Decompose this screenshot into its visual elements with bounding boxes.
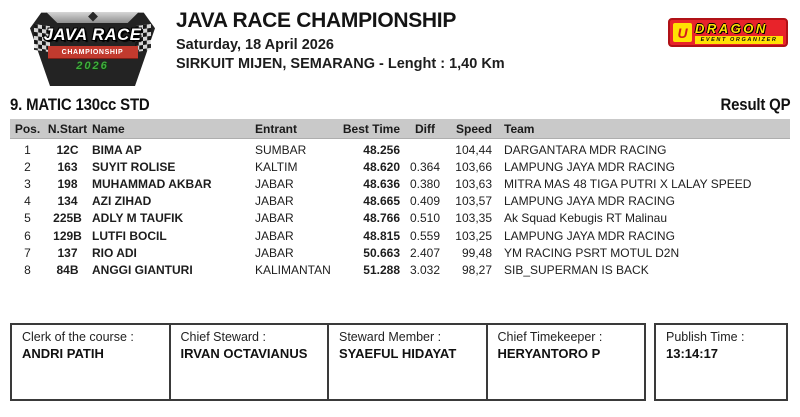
cell-best-time: 48.665 xyxy=(363,194,400,209)
cell-best-time: 50.663 xyxy=(363,245,400,260)
cell-speed: 103,57 xyxy=(455,194,492,209)
cell-diff: 3.032 xyxy=(409,262,441,277)
cell-best-time: 48.815 xyxy=(363,228,400,243)
cell-entrant: KALTIM xyxy=(255,159,298,174)
table-body xyxy=(10,139,790,279)
cell-team: YM RACING PSRT MOTUL D2N xyxy=(504,245,680,260)
cell-team: MITRA MAS 48 TIGA PUTRI X LALAY SPEED xyxy=(504,176,752,191)
logo-year: 2026 xyxy=(76,60,109,72)
java-race-championship-logo xyxy=(30,3,155,86)
cell-nstart: 137 xyxy=(57,245,78,260)
cell-name: MUHAMMAD AKBAR xyxy=(92,176,212,191)
result-type-label: Result QP xyxy=(720,95,790,114)
officials-panel xyxy=(10,323,646,401)
table-row xyxy=(10,193,790,210)
cell-name: BIMA AP xyxy=(92,142,142,157)
cell-entrant: JABAR xyxy=(255,194,294,209)
col-header-diff: Diff xyxy=(415,121,435,136)
dragon-logo-texts xyxy=(695,22,783,44)
cell-nstart: 129B xyxy=(53,228,82,243)
cell-pos: 3 xyxy=(24,176,31,191)
logo-title: JAVA RACE xyxy=(43,25,142,44)
table-row xyxy=(10,158,790,175)
official-chief-timekeeper xyxy=(486,325,645,399)
table-header-row xyxy=(10,119,790,139)
cell-nstart: 225B xyxy=(53,211,82,226)
cell-team: DARGANTARA MDR RACING xyxy=(504,142,667,157)
cell-team: LAMPUNG JAYA MDR RACING xyxy=(504,159,675,174)
official-label: Steward Member : xyxy=(339,330,442,344)
dragon-organizer-logo xyxy=(668,18,788,47)
cell-speed: 103,63 xyxy=(455,176,492,191)
cell-nstart: 198 xyxy=(57,176,78,191)
cell-nstart: 84B xyxy=(56,262,79,277)
col-header-nstart: N.Start xyxy=(47,121,88,136)
badge-emblem-icon xyxy=(88,12,98,22)
cell-team: LAMPUNG JAYA MDR RACING xyxy=(504,194,675,209)
cell-name: AZI ZIHAD xyxy=(92,194,152,209)
cell-speed: 99,48 xyxy=(461,245,492,260)
cell-entrant: JABAR xyxy=(255,211,294,226)
col-header-pos: Pos. xyxy=(14,121,41,136)
cell-best-time: 48.766 xyxy=(363,211,400,226)
cell-pos: 8 xyxy=(24,262,31,277)
organizer-name: DRAGON xyxy=(695,20,768,36)
table-row xyxy=(10,210,790,227)
event-circuit: SIRKUIT MIJEN, SEMARANG - Lenght : 1,40 Km xyxy=(176,56,505,72)
publish-time-value: 13:14:17 xyxy=(666,346,719,361)
cell-speed: 103,35 xyxy=(455,211,492,226)
cell-team: Ak Squad Kebugis RT Malinau xyxy=(504,211,667,226)
badge-top-banner xyxy=(46,12,139,23)
official-name: ANDRI PATIH xyxy=(22,346,104,361)
cell-entrant: JABAR xyxy=(255,228,294,243)
cell-pos: 5 xyxy=(24,211,31,226)
cell-name: ADLY M TAUFIK xyxy=(92,211,184,226)
official-clerk-of-course xyxy=(12,325,169,399)
cell-name: ANGGI GIANTURI xyxy=(92,262,193,277)
official-label: Chief Timekeeper : xyxy=(497,330,603,344)
cell-team: SIB_SUPERMAN IS BACK xyxy=(504,262,649,277)
official-chief-steward xyxy=(169,325,328,399)
cell-speed: 98,27 xyxy=(461,262,492,277)
official-label: Clerk of the course : xyxy=(22,330,134,344)
cell-diff: 0.559 xyxy=(409,228,441,243)
cell-pos: 6 xyxy=(24,228,31,243)
table-row xyxy=(10,175,790,192)
official-name: HERYANTORO P xyxy=(497,346,601,361)
table-row xyxy=(10,227,790,244)
col-header-team: Team xyxy=(504,121,535,136)
cell-entrant: JABAR xyxy=(255,176,294,191)
table-row xyxy=(10,244,790,261)
organizer-subtitle: EVENT ORGANIZER xyxy=(695,36,783,44)
cell-team: LAMPUNG JAYA MDR RACING xyxy=(504,228,675,243)
table-row xyxy=(10,261,790,278)
official-name: IRVAN OCTAVIANUS xyxy=(180,346,308,361)
event-title: JAVA RACE CHAMPIONSHIP xyxy=(176,9,457,32)
col-header-entrant: Entrant xyxy=(255,121,297,136)
cell-speed: 103,66 xyxy=(455,159,492,174)
publish-time-label: Publish Time : xyxy=(666,330,745,344)
cell-best-time: 48.620 xyxy=(363,159,400,174)
cell-entrant: JABAR xyxy=(255,245,294,260)
dragon-emblem-icon: U xyxy=(673,23,692,42)
publish-time-box xyxy=(654,323,788,401)
table-row xyxy=(10,141,790,158)
col-header-speed: Speed xyxy=(455,121,492,136)
col-header-name: Name xyxy=(92,121,125,136)
cell-diff: 0.510 xyxy=(409,211,441,226)
cell-nstart: 12C xyxy=(56,142,79,157)
official-label: Chief Steward : xyxy=(180,330,266,344)
cell-speed: 103,25 xyxy=(455,228,492,243)
cell-nstart: 134 xyxy=(57,194,78,209)
cell-name: RIO ADI xyxy=(92,245,137,260)
cell-pos: 2 xyxy=(24,159,31,174)
cell-pos: 7 xyxy=(24,245,31,260)
cell-diff: 0.364 xyxy=(409,159,441,174)
logo-ribbon xyxy=(48,46,138,58)
cell-best-time: 48.636 xyxy=(363,176,400,191)
official-steward-member xyxy=(327,325,486,399)
cell-nstart: 163 xyxy=(57,159,78,174)
cell-name: SUYIT ROLISE xyxy=(92,159,176,174)
cell-speed: 104,44 xyxy=(455,142,492,157)
cell-diff: 0.380 xyxy=(409,176,441,191)
col-header-besttime: Best Time xyxy=(342,121,400,136)
event-date: Saturday, 18 April 2026 xyxy=(176,37,334,53)
cell-pos: 4 xyxy=(24,194,31,209)
results-table xyxy=(10,119,790,279)
cell-entrant: SUMBAR xyxy=(255,142,307,157)
official-name: SYAEFUL HIDAYAT xyxy=(339,346,457,361)
cell-best-time: 51.288 xyxy=(363,262,400,277)
cell-best-time: 48.256 xyxy=(363,142,400,157)
cell-diff: 2.407 xyxy=(409,245,441,260)
cell-entrant: KALIMANTAN xyxy=(255,262,331,277)
logo-ribbon-text: CHAMPIONSHIP xyxy=(61,48,124,56)
category-title: 9. MATIC 130cc STD xyxy=(10,95,150,114)
cell-pos: 1 xyxy=(24,142,31,157)
cell-diff: 0.409 xyxy=(409,194,441,209)
cell-name: LUTFI BOCIL xyxy=(92,228,167,243)
